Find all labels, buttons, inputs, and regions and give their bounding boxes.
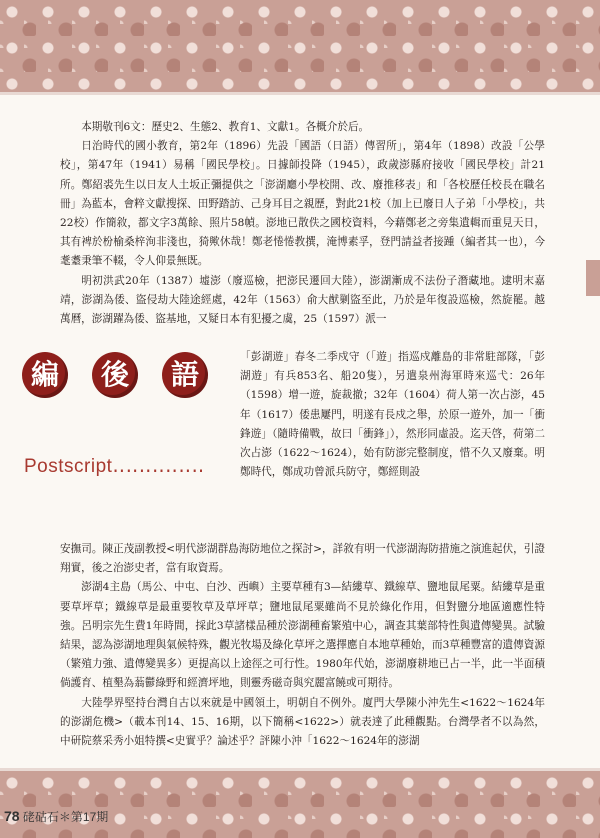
seal-char: 語 xyxy=(162,352,208,398)
page-number: 78 xyxy=(4,808,20,824)
paragraph: 澎湖4主島（馬公、中屯、白沙、西嶼）主要草種有3—結縷草、鐵線草、鹽地鼠尾粟。結縷草是重要草坪草；鐵線草是最重要牧草及草坪草；鹽地鼠尾粟雖尚不見於綠化作用，但對鹽分地區適應性特強。呂明宗先生費1年時間，採此3草諸樣品種於澎湖種畜繁殖中心，調查其葉部特性與遺傳變異。試驗結果，認為澎湖地理與氣候特殊，觀光牧場及綠化草坪之選擇應自本地草種始，而3草種豐富的遺傳資源（繁殖力強、遺傳變異多）更提高以上途徑之可行性。1980年代始，澎湖廢耕地已占一半，此一半面積倘護育、植墾為蓊鬱綠野和經濟坪地，則靈秀磁奇與究麗富饒或可期待。 xyxy=(60,581,545,690)
article-narrow xyxy=(240,348,545,482)
paragraph: 大陸學界堅持台灣自古以來就是中國領土，明朝自不例外。廈門大學陳小沖先生<1622～1624年的澎湖危機>（載本刊14、15、16期，以下簡稱<1622>）就表達了此種觀點。台灣學者不以為然，中研院蔡采秀小姐特撰<史實乎？論述乎？評陳小沖「1622～1624年的澎湖 xyxy=(60,696,545,748)
article-top xyxy=(60,118,545,329)
page-edge-tab xyxy=(586,260,600,296)
article-bottom xyxy=(60,540,545,751)
paragraph: 日治時代的國小教育，第2年（1896）先設「國語（日語）傳習所」，第4年（1898）改設「公學校」，第47年（1941）易稱「國民學校」。日據師投降（1945），政歲澎縣府接收「國民學校」計21所。鄭紹裘先生以日友人土坂正彌提供之「澎湖廳小學校開、改、廢推移表」和「各校歷任校長在職名冊」為藍本，會粹文獻搜探、田野踏訪、己身耳目之親歷，對此21校（加上已廢日人子弟「小學校」，共22校）作簡敘，都文字3萬餘、照片58幀。澎地已散佚之國校資料，今藉鄭老之旁集遺輯而重見天日，其有裨於枌榆桑梓洵非淺也，猗歟休哉！鄭老惓惓教撰，淹博素孚，登門請益者接踵（編者其一也），今耄耋秉筆不輟，令人仰景無既。 xyxy=(60,140,545,268)
seal-char: 編 xyxy=(22,352,68,398)
publication-name: 硓𥑮石＊第17期 xyxy=(22,810,109,824)
postscript-subtitle: Postscript‥‥‥‥‥‥‥ xyxy=(24,456,205,477)
page-footer xyxy=(4,808,108,825)
paragraph: 「彭湖遊」春冬二季戍守（「遊」指巡戍離島的非常駐部隊，「彭湖遊」有兵853名、船20隻），另遣泉州海軍時來巡弋：26年（1598）增一遊，旋裁撤；32年（1604）荷人第一次占澎，45年（1617）倭患屢門，明遂有長戍之舉，於原一遊外，加一「衝鋒遊」（隨時備戰，故曰「衝鋒」），然形同虛設。迄天啓，荷第二次占澎（1622～1624），始有防澎完整制度，惜不久又廢棄。明鄭時代，鄭成功曾派兵防守，鄭經則設 xyxy=(240,351,545,479)
paragraph: 明初洪武20年（1387）墟澎（廢巡檢，把澎民遷回大陸），澎湖漸成不法份子潛藏地。逮明末嘉靖，澎湖為倭、盜侵劫大陸途經處，42年（1563）俞大猷剿盜至此，乃於是年復設巡檢，然旋罷。越萬曆，澎湖躍為倭、盜基地，又疑日本有犯擾之虞，25（1597）派一 xyxy=(60,274,545,326)
paragraph: 安撫司。陳正茂副教授<明代澎湖群島海防地位之探討>，詳敘有明一代澎湖海防措施之演進起伏，引證翔實，後之治澎史者，當有取資焉。 xyxy=(60,543,545,575)
seal-char: 後 xyxy=(92,352,138,398)
top-decorative-band xyxy=(0,0,600,95)
paragraph: 本期敬刊6文：歷史2、生態2、教育1、文獻1。各概介於后。 xyxy=(81,121,370,133)
bottom-decorative-band xyxy=(0,768,600,838)
